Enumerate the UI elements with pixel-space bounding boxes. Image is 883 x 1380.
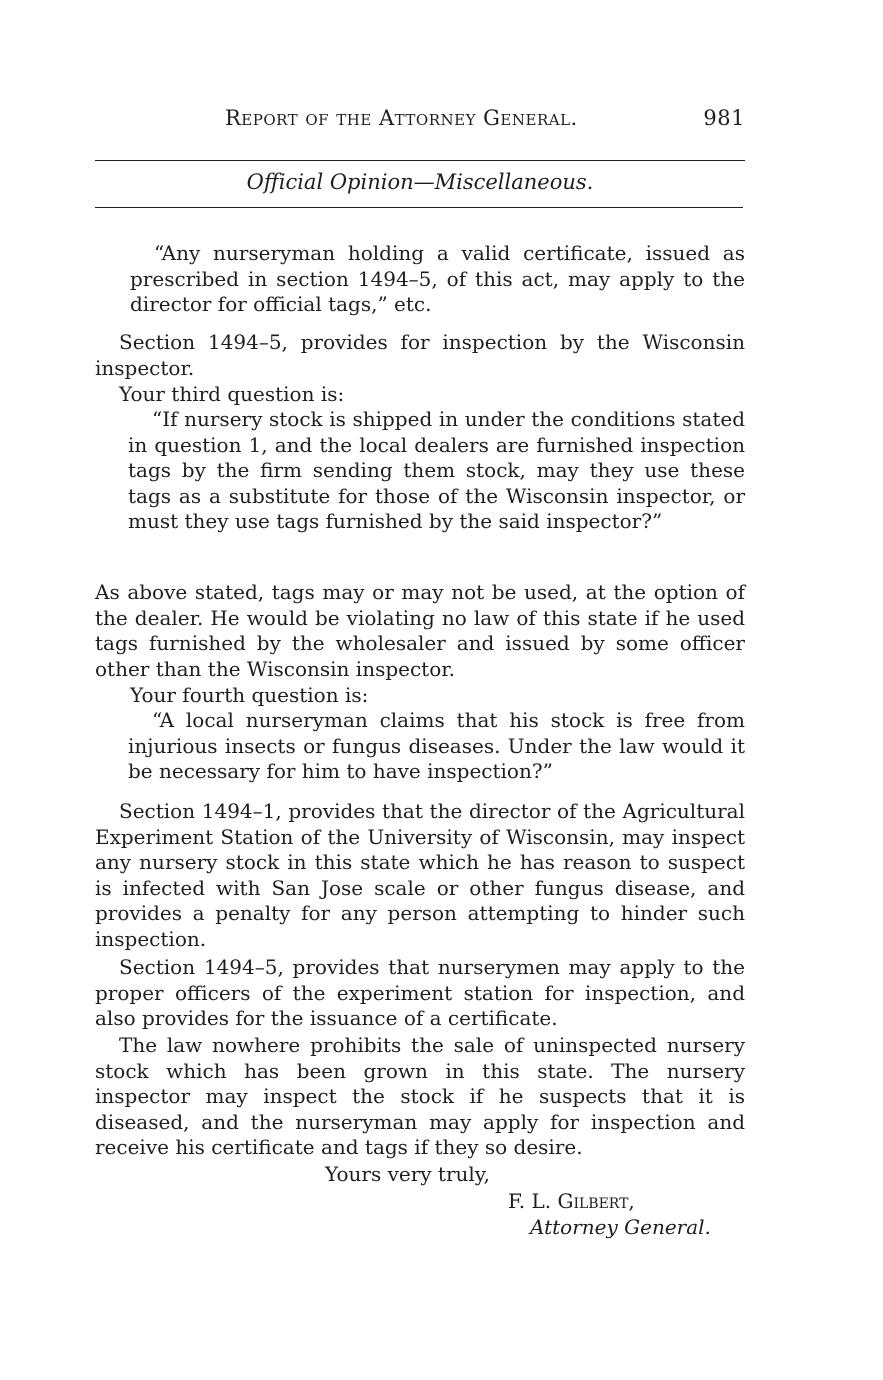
fourth-question-intro: Your fourth question is: xyxy=(130,683,369,707)
paragraph-section-1494-5-certificate: Section 1494–5, provides that nurserymen may apply to the proper officers of the experiment station for inspection, and also provides for the issuance of a certificate. xyxy=(95,955,745,1031)
running-title: Report of the Attorney General. xyxy=(225,106,578,130)
closing-salutation: Yours very truly, xyxy=(325,1162,490,1186)
fourth-question-quote: “A local nurseryman claims that his stock is free from injurious insects or fungus diseases. Under the law would it be necessary for him to have inspection?” xyxy=(128,708,745,784)
third-question-intro: Your third question is: xyxy=(119,382,345,406)
paragraph-section-1494-1: Section 1494–1, provides that the director of the Agricultural Experiment Station of the University of Wisconsin, may inspect any nursery stock in this state which he has reason to suspect is infected with San Jose scale or other fungus disease, and provides a penalty for any person attempting to hinder such inspection. xyxy=(95,799,745,951)
quote-paragraph-1: “Any nurseryman holding a valid certificate, issued as prescribed in section 1494–5, of this act, may apply to the director for official tags,” etc. xyxy=(130,241,745,317)
paragraph-law-nowhere: The law nowhere prohibits the sale of uninspected nursery stock which has been grown in this state. The nursery inspector may inspect the stock if he suspects that it is diseased, and the nurseryman may apply for inspection and receive his certificate and tags if they so desire. xyxy=(95,1033,745,1160)
signer-title: Attorney General. xyxy=(530,1215,711,1239)
paragraph-tags-option: As above stated, tags may or may not be used, at the option of the dealer. He would be violating no law of this state if he used tags furnished by the wholesaler and issued by some officer other than the Wisconsin inspector. xyxy=(95,580,745,681)
section-subheading: Official Opinion—Miscellaneous. xyxy=(246,170,594,194)
paragraph-section-1494-5: Section 1494–5, provides for inspection by the Wisconsin inspector. xyxy=(95,330,745,380)
third-question-quote: “If nursery stock is shipped in under the conditions stated in question 1, and the local dealers are furnished inspection tags by the firm sending them stock, may they use these tags as a substitute for those of the Wisconsin inspector, or must they use tags furnished by the said inspector?” xyxy=(128,407,745,534)
page-number: 981 xyxy=(703,106,745,130)
header-rule xyxy=(95,160,745,161)
subheading-rule xyxy=(95,207,743,208)
signer-name: F. L. Gilbert, xyxy=(508,1189,635,1213)
